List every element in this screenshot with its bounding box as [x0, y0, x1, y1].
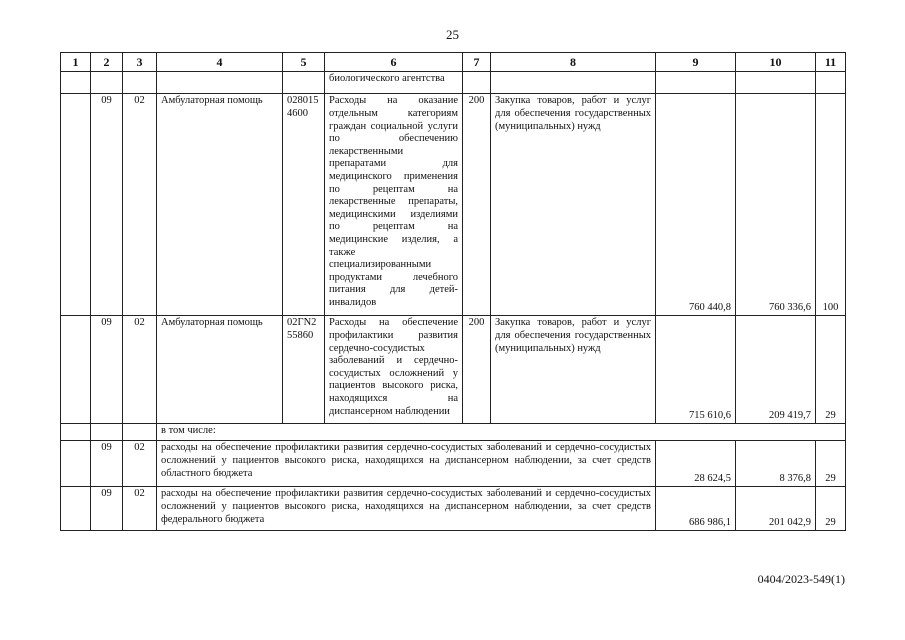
table-row	[61, 424, 846, 441]
document-code: 0404/2023-549(1)	[757, 572, 845, 586]
cell-actual: 201 042,9	[736, 487, 816, 531]
cell-type: 200	[463, 316, 491, 424]
col-header: 2	[91, 53, 123, 72]
cell-section: 09	[91, 441, 123, 487]
cell-percent: 29	[816, 487, 846, 531]
header-row	[61, 53, 846, 72]
cell-type-name: Закупка товаров, работ и услуг для обеспечения государственных (муниципальных) нужд	[491, 316, 656, 424]
col-header: 5	[283, 53, 325, 72]
cell-description-wide: расходы на обеспечение профилактики развития сердечно-сосудистых заболеваний и сердечно-сосудистых осложнений у пациентов высокого риска, находящихся на диспансерном наблюдении, за счет средств областного бюджета	[157, 441, 656, 487]
cell-actual: 760 336,6	[736, 94, 816, 316]
cell-percent: 100	[816, 94, 846, 316]
cell-description: биологического агентства	[325, 72, 463, 94]
col-header: 1	[61, 53, 91, 72]
cell-section: 09	[91, 94, 123, 316]
cell-description-wide: расходы на обеспечение профилактики развития сердечно-сосудистых заболеваний и сердечно-сосудистых осложнений у пациентов высокого риска, находящихся на диспансерном наблюдении, за счет средств федерального бюджета	[157, 487, 656, 531]
cell-name: Амбулаторная помощь	[157, 316, 283, 424]
table-row	[61, 94, 846, 316]
cell-actual: 8 376,8	[736, 441, 816, 487]
table-row	[61, 72, 846, 94]
table-row	[61, 441, 846, 487]
cell-plan: 686 986,1	[656, 487, 736, 531]
cell-description: Расходы на обеспечение профилактики развития сердечно-сосудистых заболеваний и сердечно-сосудистых осложнений у пациентов высокого риска, находящихся на диспансерном наблюдении	[325, 316, 463, 424]
cell-plan: 28 624,5	[656, 441, 736, 487]
cell-code: 02ГN2 55860	[283, 316, 325, 424]
cell-section: 09	[91, 316, 123, 424]
cell-subsection: 02	[123, 487, 157, 531]
cell-actual: 209 419,7	[736, 316, 816, 424]
col-header: 11	[816, 53, 846, 72]
cell-subsection: 02	[123, 94, 157, 316]
cell-subsection: 02	[123, 316, 157, 424]
col-header: 6	[325, 53, 463, 72]
cell-name: Амбулаторная помощь	[157, 94, 283, 316]
cell-code: 028015 4600	[283, 94, 325, 316]
cell-type-name: Закупка товаров, работ и услуг для обеспечения государственных (муниципальных) нужд	[491, 94, 656, 316]
cell-plan: 760 440,8	[656, 94, 736, 316]
col-header: 4	[157, 53, 283, 72]
table-row	[61, 316, 846, 424]
cell-description: Расходы на оказание отдельным категориям граждан социальной услуги по обеспечению лекарственными препаратами для медицинского применения по рецептам на лекарственные препараты, медицинскими изделиями по рецептам на медицинские изделия, а также специализированными продуктами лечебного питания для детей-инвалидов	[325, 94, 463, 316]
cell-subsection: 02	[123, 441, 157, 487]
col-header: 8	[491, 53, 656, 72]
table-row	[61, 487, 846, 531]
col-header: 3	[123, 53, 157, 72]
cell-plan: 715 610,6	[656, 316, 736, 424]
page-number: 25	[446, 27, 459, 42]
cell-percent: 29	[816, 441, 846, 487]
cell-type: 200	[463, 94, 491, 316]
cell-section: 09	[91, 487, 123, 531]
col-header: 7	[463, 53, 491, 72]
cell-percent: 29	[816, 316, 846, 424]
cell-including: в том числе:	[157, 424, 846, 441]
col-header: 9	[656, 53, 736, 72]
col-header: 10	[736, 53, 816, 72]
budget-table	[60, 52, 846, 531]
